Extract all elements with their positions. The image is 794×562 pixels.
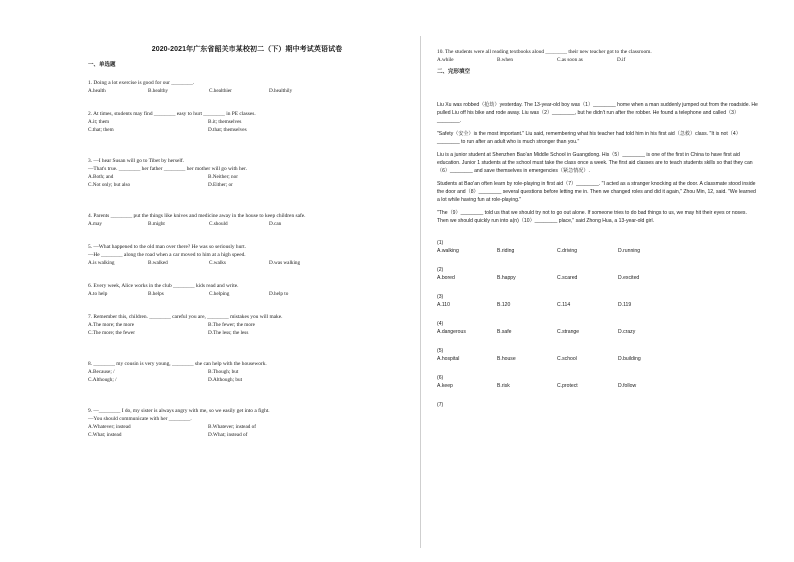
question-stem: 7. Remember this, children. ________ careful you are, ________ mistakes you will make. (88, 314, 283, 320)
option-a[interactable]: A.is walking (88, 260, 115, 266)
option-c[interactable]: C.school (557, 356, 577, 362)
left-column (88, 38, 406, 439)
cloze-item-7 (437, 401, 759, 409)
option-b[interactable]: B.safe (497, 329, 512, 335)
option-b[interactable]: B.Neither; nor (208, 174, 238, 180)
passage-paragraph-3: Liu is a junior student at Shenzhen Bao'an Middle School in Guangdong. His（5）________ is one of the first in China to have first aid education. Junior 1 students at the school must take the class once a week. The first aid classes are to teach students skills so that they can（6）________ and save themselves in emergencies（紧急情况）. (437, 152, 753, 174)
answer-options (437, 382, 759, 390)
cloze-item-3 (437, 293, 759, 309)
option-c[interactable]: C.Not only; but also (88, 182, 131, 188)
cloze-number: (1) (437, 240, 444, 246)
option-b[interactable]: B.happy (497, 275, 516, 281)
cloze-number: (7) (437, 402, 444, 408)
option-b[interactable]: B.The fewer; the more (208, 322, 255, 328)
section-single-choice: 一、单选题 (88, 62, 116, 68)
option-a[interactable]: A.while (437, 57, 454, 63)
question-4 (88, 212, 406, 228)
cloze-item-2 (437, 266, 759, 282)
answer-options (437, 274, 759, 282)
cloze-options (437, 239, 759, 409)
option-a[interactable]: A.The more; the more (88, 322, 135, 328)
option-b[interactable]: B.healthy (148, 88, 169, 94)
question-6 (88, 282, 406, 298)
question-stem: 9. —________ I do, my sister is always angry with me, so we easily get into a fight. (88, 408, 270, 414)
section-cloze: 二、完形填空 (437, 69, 471, 75)
right-column (437, 48, 759, 409)
answer-options (88, 259, 406, 267)
option-c[interactable]: C.should (209, 221, 228, 227)
option-d[interactable]: D.was walking (269, 260, 301, 266)
passage-paragraph-2: "Safety（安全）is the most important." Liu said, remembering what his teacher had told him in his first aid（急救）class. "It is not（4）________ to run after an adult who is much stronger than you." (437, 131, 741, 145)
option-d[interactable]: D.The less; the less (208, 330, 249, 336)
option-b[interactable]: B.might (148, 221, 165, 227)
option-c[interactable]: C.strange (557, 329, 580, 335)
cloze-number: (4) (437, 321, 444, 327)
option-c[interactable]: C.114 (557, 302, 571, 308)
option-b[interactable]: B.riding (497, 248, 515, 254)
answer-options (88, 173, 406, 189)
question-stem: 8. ________ my cousin is very young, ________ she can help with the housework. (88, 361, 267, 367)
option-b[interactable]: B.risk (497, 383, 510, 389)
option-d[interactable]: D.can (269, 221, 282, 227)
passage-paragraph-4: Students at Bao'an often learn by role-playing in first aid（7）________. "I acted as a stranger knocking at the door. A classmate stood inside the door and（8）________ several questions before letting me in. Then we changed roles and did it again," Zhou Min, 12, said. "We learned a lot while having fun at role-playing." (437, 181, 756, 203)
option-a[interactable]: A.it; them (88, 119, 110, 125)
option-c[interactable]: C.Although; / (88, 377, 117, 383)
cloze-number: (6) (437, 375, 444, 381)
question-stem: 2. At times, students may find ________ easy to hurt ________ in PE classes. (88, 111, 256, 117)
option-d[interactable]: D.follow (618, 383, 637, 389)
question-stem: 10. The students were all reading textbooks aloud ________ their new teacher got to the classroom. (437, 49, 652, 55)
option-d[interactable]: D.excited (618, 275, 640, 281)
option-c[interactable]: C.healthier (209, 88, 232, 94)
option-b[interactable]: B.house (497, 356, 516, 362)
option-b[interactable]: B.120 (497, 302, 511, 308)
answer-options (88, 220, 406, 228)
option-b[interactable]: B.helps (148, 291, 164, 297)
option-d[interactable]: D.healthily (269, 88, 293, 94)
option-a[interactable]: A.keep (437, 383, 453, 389)
question-stem: 5. —What happened to the old man over there? He was so seriously hurt. (88, 244, 246, 250)
option-d[interactable]: D.Either; or (208, 182, 233, 188)
option-a[interactable]: A.health (88, 88, 106, 94)
option-a[interactable]: A.110 (437, 302, 450, 308)
option-a[interactable]: A.hospital (437, 356, 460, 362)
option-c[interactable]: C.What; instead (88, 432, 122, 438)
option-c[interactable]: C.protect (557, 383, 578, 389)
answer-options (437, 328, 759, 336)
option-b[interactable]: B.Whatever; instead of (208, 424, 256, 430)
answer-options (437, 301, 759, 309)
option-a[interactable]: A.to help (88, 291, 108, 297)
option-d[interactable]: D.Although; but (208, 377, 243, 383)
option-d[interactable]: D.119 (618, 302, 632, 308)
option-c[interactable]: C.helping (209, 291, 230, 297)
option-b[interactable]: B.Though; but (208, 369, 239, 375)
option-a[interactable]: A.walking (437, 248, 459, 254)
cloze-number: (3) (437, 294, 444, 300)
option-d[interactable]: D.help to (269, 291, 289, 297)
option-c[interactable]: C.that; them (88, 127, 114, 133)
passage-paragraph-1: Liu Xu was robbed（抢劫）yesterday. The 13-year-old boy was（1）________ home when a man suddenly jumped out from the roadside. He pulled Liu off his bike and rode away. Liu was（2）________, but he didn't run after the robber. He found a telephone and called（3）________. (437, 102, 758, 124)
answer-options (437, 355, 759, 363)
answer-options (88, 118, 406, 134)
question-8 (88, 360, 406, 384)
answer-options (437, 56, 759, 64)
question-stem-line-2: —He ________ along the road when a car moved to him at a high speed. (88, 252, 246, 258)
answer-options (437, 247, 759, 255)
option-b[interactable]: B.walked (148, 260, 168, 266)
option-a[interactable]: A.bored (437, 275, 455, 281)
option-a[interactable]: A.Because; / (88, 369, 115, 375)
cloze-item-6 (437, 374, 759, 390)
cloze-number: (2) (437, 267, 444, 273)
answer-options (88, 290, 406, 298)
option-a[interactable]: A.may (88, 221, 102, 227)
cloze-passage (437, 101, 759, 225)
question-1 (88, 79, 406, 95)
question-stem-line-2: —You should communicate with her ________. (88, 416, 192, 422)
question-stem-line-2: —That's true. ________ her father ________ her mother will go with her. (88, 166, 247, 172)
option-d[interactable]: D.building (618, 356, 641, 362)
option-d[interactable]: D.that; themselves (208, 127, 247, 133)
cloze-item-5 (437, 347, 759, 363)
question-3 (88, 157, 406, 189)
option-b[interactable]: B.it; themselves (208, 119, 242, 125)
answer-options (88, 87, 406, 95)
question-stem: 1. Doing a lot exercise is good for our ________. (88, 80, 195, 86)
option-c[interactable]: C.The more; the fewer (88, 330, 135, 336)
option-a[interactable]: A.Whatever; instead (88, 424, 131, 430)
option-a[interactable]: A.dangerous (437, 329, 466, 335)
cloze-number: (5) (437, 348, 444, 354)
option-a[interactable]: A.Both; and (88, 174, 114, 180)
passage-paragraph-5: "The（9）________ told us that we should try not to go out alone. If someone tries to do bad things to us, we may hit their eyes or noses. Then we should quickly run into a(n)（10）________ place," said Zhong Hua, a 13-year-old girl. (437, 210, 747, 224)
exam-title: 2020-2021年广东省韶关市某校初二（下）期中考试英语试卷 (151, 46, 343, 53)
answer-options (88, 423, 406, 439)
option-c[interactable]: C.walks (209, 260, 226, 266)
option-c[interactable]: C.scared (557, 275, 578, 281)
option-d[interactable]: D.crazy (618, 329, 636, 335)
question-stem: 4. Parents ________ put the things like knives and medicine away in the house to keep children safe. (88, 213, 306, 219)
cloze-item-4 (437, 320, 759, 336)
question-stem: 3. —I hear Susan will go to Tibet by herself. (88, 158, 184, 164)
question-9 (88, 407, 406, 439)
answer-options (88, 368, 406, 384)
question-7 (88, 313, 406, 337)
option-b[interactable]: B.when (497, 57, 513, 63)
cloze-item-1 (437, 239, 759, 255)
option-d[interactable]: D.running (618, 248, 641, 254)
option-d[interactable]: D.What; instead of (208, 432, 248, 438)
question-5 (88, 243, 406, 267)
question-10 (437, 48, 759, 64)
question-2 (88, 110, 406, 134)
answer-options (88, 321, 406, 337)
question-stem: 6. Every week, Alice works in the club ________ kids read and write. (88, 283, 239, 289)
column-divider (420, 36, 421, 548)
option-d[interactable]: D.if (617, 57, 626, 63)
option-c[interactable]: C.driving (557, 248, 578, 254)
option-c[interactable]: C.as soon as (557, 57, 583, 63)
